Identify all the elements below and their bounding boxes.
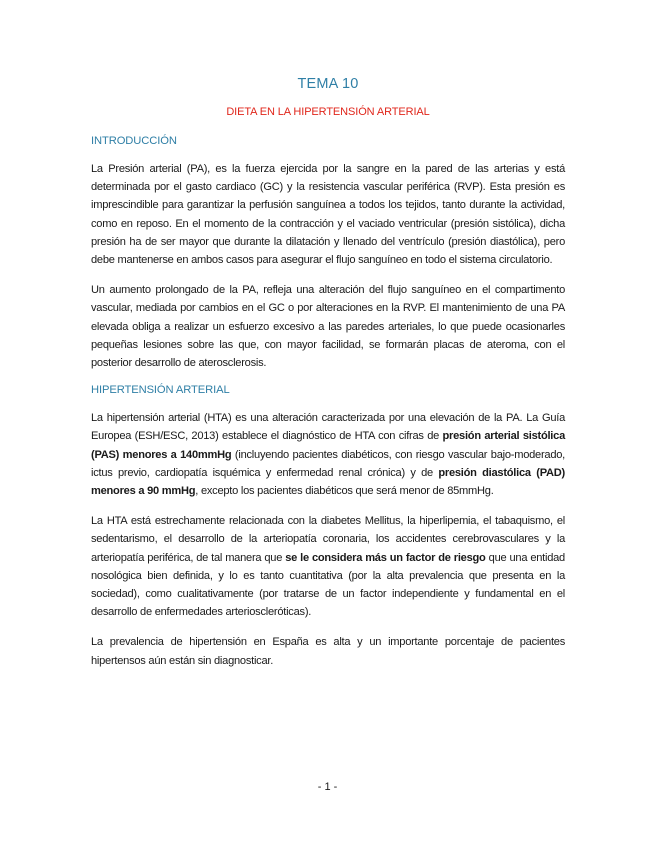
bold-text-factor-riesgo: se le considera más un factor de riesgo (285, 551, 486, 564)
hta-paragraph-1 (91, 409, 565, 500)
section-heading-introduccion: INTRODUCCIÓN (91, 135, 177, 147)
intro-paragraph-2: Un aumento prolongado de la PA, refleja una alteración del flujo sanguíneo en el compartimento vascular, mediada por cambios en el GC o por alteraciones en la RVP. El mantenimiento de una PA elevada obliga a realizar un esfuerzo excesivo a las paredes arteriales, lo que puede ocasionarles pequeñas lesiones sobre las que, con mayor facilidad, se formarán placas de ateroma, con el posterior desarrollo de aterosclerosis. (91, 284, 565, 370)
bold-text-pad: presión diastólica (PAD) menores a 90 mmHg (91, 466, 565, 498)
chapter-number: TEMA 10 (297, 76, 359, 92)
text-run: , excepto los pacientes diabéticos que será menor de 85mmHg. (195, 485, 494, 498)
page-number: - 1 - (317, 781, 338, 793)
text-run: La hipertensión arterial (HTA) es una alteración caracterizada por una elevación de la PA. La Guía Europea (ESH/ESC, 2013) establece el diagnóstico de HTA con cifras de (91, 412, 565, 443)
text-run: que una entidad nosológica bien definida, y lo es tanto cuantitativa (por la alta prevalencia que presenta en la sociedad), como cualitativamente (por tratarse de un factor independiente y fundamental en el desarrollo de enfermedades arterioscleróticas). (91, 551, 565, 619)
text-run: La HTA está estrechamente relacionada con la diabetes Mellitus, la hiperlipemia, el tabaquismo, el sedentarismo, el desarrollo de la arteriopatía coronaria, los accidentes cerebrovasculares y la arteriopatía periférica, de tal manera que (91, 515, 565, 564)
text-run: (incluyendo pacientes diabéticos, con riesgo vascular bajo-moderado, ictus previo, cardiopatía isquémica y enfermedad renal crónica) y de (91, 448, 565, 479)
page-content (91, 76, 565, 682)
hta-paragraph-3: La prevalencia de hipertensión en España es alta y un importante porcentaje de pacientes hipertensos aún están sin diagnosticar. (91, 636, 565, 667)
section-heading-hipertension: HIPERTENSIÓN ARTERIAL (91, 384, 230, 397)
chapter-title: DIETA EN LA HIPERTENSIÓN ARTERIAL (226, 106, 430, 118)
hta-paragraph-2 (91, 512, 565, 621)
bold-text-pas: presión arterial sistólica (PAS) menores a 140mmHg (91, 430, 565, 461)
intro-paragraph-1: La Presión arterial (PA), es la fuerza ejercida por la sangre en la pared de las arterias y está determinada por el gasto cardiaco (GC) y la resistencia vascular periférica (RVP). Esta presión es imprescindible para garantizar la perfusión sanguínea a todos los tejidos, tanto durante la actividad, como en reposo. En el momento de la contracción y el vaciado ventricular (presión sistólica), dicha presión ha de ser mayor que durante la dilatación y llenado del ventrículo (presión diastólica), pero debe mantenerse en ambos casos para asegurar el flujo sanguíneo en todo el sistema circulatorio. (91, 163, 565, 267)
